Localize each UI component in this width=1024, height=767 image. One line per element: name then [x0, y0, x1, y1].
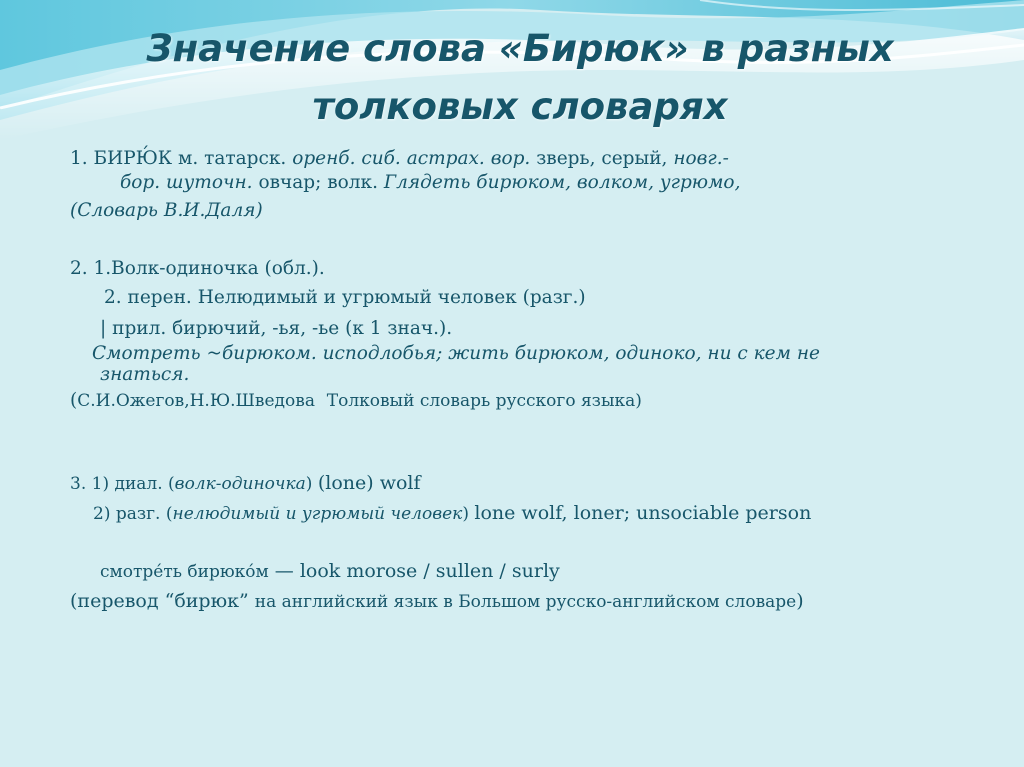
entry1-source: (Словарь В.И.Даля) — [70, 200, 263, 221]
entry3-label-dial: диал. — [114, 474, 163, 494]
entry3-paren-close-2: ) — [462, 504, 475, 524]
entry2-source-paren: ( — [70, 390, 78, 411]
entry3-gloss-2: нелюдимый и угрюмый человек — [172, 504, 463, 524]
entry3-paren-open-2: ( — [160, 504, 173, 524]
entry2-source-authors: С.И.Ожегов,Н.Ю.Шведова — [77, 391, 315, 411]
entry3-phrase-en: — look morose / sullen / surly — [268, 560, 560, 582]
entry1-headword: 1. БИРЮ́К м. татарск. — [70, 148, 287, 169]
entry3-paren-open: ( — [162, 474, 175, 494]
entry1-region-novg: новг.- — [673, 148, 729, 169]
entry3-source-c: ) — [796, 590, 804, 612]
title-line-2: толковых словарях — [312, 85, 728, 128]
entry3-paren-close: ) — [305, 474, 318, 494]
entry3-phrase-ru: смотре́ть бирюко́м — [100, 562, 269, 582]
entry1-line1 — [70, 148, 729, 169]
entry1-meaning: зверь, серый, — [530, 148, 674, 169]
entry3-line1 — [70, 472, 421, 494]
entry2-line3: | прил. бирючий, -ья, -ье (к 1 знач.). — [100, 318, 453, 339]
entry2-example: Смотреть ~бирюком. исподлобья; жить бирюком, одиноко, ни с кем не — [92, 343, 820, 364]
entry1-meaning-2: овчар; волк. — [258, 172, 384, 193]
entry1-line2 — [120, 172, 740, 193]
entry3-source-b: на английский язык в Большом русско-английском словаре — [254, 592, 797, 612]
entry3-source-a: (перевод “бирюк” — [70, 590, 255, 612]
entry3-gloss-1: волк-одиночка — [174, 474, 306, 494]
entry3-phrase — [100, 560, 560, 582]
entry1-example: Глядеть бирюком, волком, угрюмо, — [383, 172, 741, 193]
slide-title — [110, 20, 930, 136]
entry3-line2 — [93, 502, 811, 524]
entry2-source — [70, 390, 642, 411]
entry2-line1: 2. 1.Волк-одиночка (обл.). — [70, 258, 325, 279]
entry3-number-2: 2) — [93, 504, 116, 524]
entry3-source — [70, 590, 804, 612]
entry1-regions: оренб. сиб. астрах. вор. — [286, 148, 531, 169]
entry3-translation-2: lone wolf, loner; unsociable person — [474, 502, 812, 524]
entry3-label-razg: разг. — [115, 504, 161, 524]
entry1-region-bor: бор. шуточн. — [120, 172, 259, 193]
entry2-example-cont: знаться. — [100, 364, 190, 385]
entry2-line2: 2. перен. Нелюдимый и угрюмый человек (разг.) — [104, 287, 586, 308]
entry2-source-title: Толковый словарь русского языка) — [326, 391, 642, 411]
entry3-number: 3. 1) — [70, 474, 115, 494]
entry3-translation-1: (lone) wolf — [317, 472, 421, 494]
title-line-1: Значение слова «Бирюк» в разных — [146, 27, 894, 70]
